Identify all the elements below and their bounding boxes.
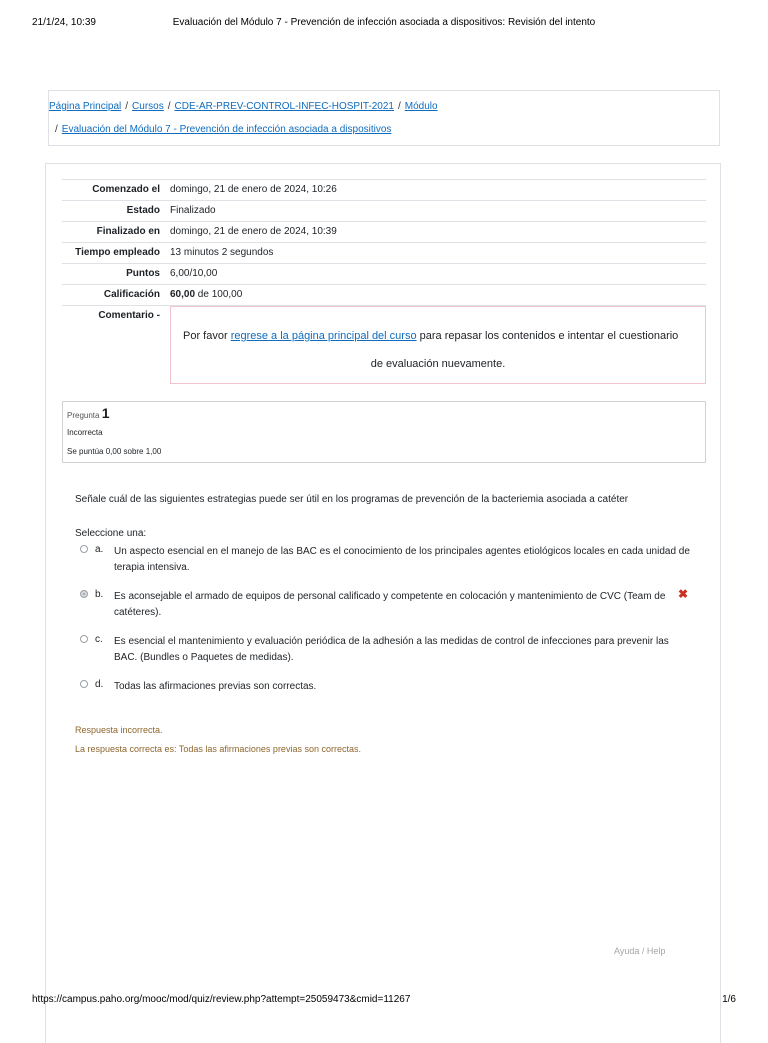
summary-value: 13 minutos 2 segundos: [170, 243, 706, 264]
breadcrumb-line-2: [55, 124, 391, 135]
print-datetime: 21/1/24, 10:39: [32, 17, 96, 28]
radio-button[interactable]: [80, 545, 88, 553]
radio-button[interactable]: [80, 680, 88, 688]
breadcrumb-link-course[interactable]: CDE-AR-PREV-CONTROL-INFEC-HOSPIT-2021: [174, 101, 394, 112]
answer-text: Todas las afirmaciones previas son correctas.: [114, 681, 317, 692]
answer-text: Es aconsejable el armado de equipos de personal calificado y competente en colocación y mantenimiento de CVC (Team de catéteres).: [114, 591, 666, 618]
breadcrumb-link-courses[interactable]: Cursos: [132, 101, 164, 112]
grade-value: 60,00: [170, 289, 196, 300]
summary-row: [62, 180, 706, 201]
summary-value: 6,00/10,00: [170, 264, 706, 285]
summary-label: Comenzado el: [62, 180, 170, 201]
radio-button[interactable]: [80, 635, 88, 643]
summary-row-grade: [62, 285, 706, 306]
question-number: [67, 405, 110, 421]
course-home-link[interactable]: regrese a la página principal del curso: [230, 330, 417, 342]
feedback-line-2: de evaluación nuevamente.: [370, 358, 506, 370]
feedback-suffix: para repasar los contenidos e intentar el cuestionario: [416, 330, 679, 342]
question-number-value: 1: [101, 405, 110, 421]
print-page-number: 1/6: [722, 994, 736, 1005]
answer-option-b[interactable]: [80, 589, 700, 621]
comment-label: Comentario -: [62, 306, 170, 385]
grade-suffix: de 100,00: [195, 289, 243, 300]
print-url: https://campus.paho.org/mooc/mod/quiz/review.php?attempt=25059473&cmid=11267: [32, 994, 411, 1005]
help-link[interactable]: Ayuda / Help: [614, 946, 666, 956]
breadcrumb-link-module[interactable]: Módulo: [404, 101, 438, 112]
breadcrumb-line-1: [49, 101, 438, 112]
breadcrumb: [48, 90, 720, 146]
question-state: Incorrecta: [67, 428, 103, 437]
attempt-summary-table: [62, 179, 706, 384]
question-label: Pregunta: [67, 411, 100, 420]
breadcrumb-separator: /: [55, 124, 58, 135]
summary-row: [62, 243, 706, 264]
radio-button-selected[interactable]: [80, 590, 88, 598]
question-outcome: [75, 725, 361, 754]
incorrect-icon: ✖: [678, 587, 689, 601]
breadcrumb-link-quiz[interactable]: Evaluación del Módulo 7 - Prevención de infección asociada a dispositivos: [61, 124, 392, 135]
comment-cell: [170, 306, 706, 385]
answer-letter: d.: [95, 679, 104, 690]
question-info: [62, 401, 706, 463]
answer-option-c[interactable]: [80, 634, 700, 666]
answer-list: [80, 544, 700, 708]
specific-feedback: Respuesta incorrecta.: [75, 725, 163, 735]
grade-cell: [170, 285, 706, 306]
breadcrumb-separator: /: [167, 101, 171, 112]
answer-option-a[interactable]: [80, 544, 700, 576]
summary-label: Finalizado en: [62, 222, 170, 243]
answer-letter: c.: [95, 634, 103, 645]
answer-text: Es esencial el mantenimiento y evaluación periódica de la adhesión a las medidas de control de infecciones para prevenir las BAC. (Bundles o Paquetes de medidas).: [114, 636, 669, 663]
summary-row: [62, 222, 706, 243]
right-answer: La respuesta correcta es: Todas las afirmaciones previas son correctas.: [75, 744, 361, 754]
answer-letter: a.: [95, 544, 104, 555]
summary-value: domingo, 21 de enero de 2024, 10:39: [170, 222, 706, 243]
breadcrumb-link-home[interactable]: Página Principal: [49, 101, 122, 112]
summary-row: [62, 264, 706, 285]
answer-letter: b.: [95, 589, 104, 600]
summary-row: [62, 201, 706, 222]
question-text: Señale cuál de las siguientes estrategias puede ser útil en los programas de prevención de la bacteriemia asociada a catéter: [75, 494, 629, 505]
breadcrumb-separator: /: [398, 101, 401, 112]
summary-value: Finalizado: [170, 201, 706, 222]
question-grade: Se puntúa 0,00 sobre 1,00: [67, 447, 162, 456]
summary-label: Tiempo empleado: [62, 243, 170, 264]
answer-text: Un aspecto esencial en el manejo de las BAC es el conocimiento de los principales agentes etiológicos locales en cada unidad de terapia intensiva.: [114, 546, 690, 573]
print-title: Evaluación del Módulo 7 - Prevención de infección asociada a dispositivos: Revisión del intento: [172, 17, 596, 28]
feedback-line-1: [183, 329, 678, 343]
summary-label: Puntos: [62, 264, 170, 285]
summary-value: domingo, 21 de enero de 2024, 10:26: [170, 180, 706, 201]
answer-prompt: Seleccione una:: [75, 528, 147, 539]
overall-feedback: [170, 306, 706, 384]
answer-option-d[interactable]: [80, 679, 700, 695]
breadcrumb-separator: /: [125, 101, 129, 112]
summary-row-comment: [62, 306, 706, 385]
grade-label: Calificación: [62, 285, 170, 306]
feedback-prefix: Por favor: [183, 330, 231, 342]
summary-label: Estado: [62, 201, 170, 222]
